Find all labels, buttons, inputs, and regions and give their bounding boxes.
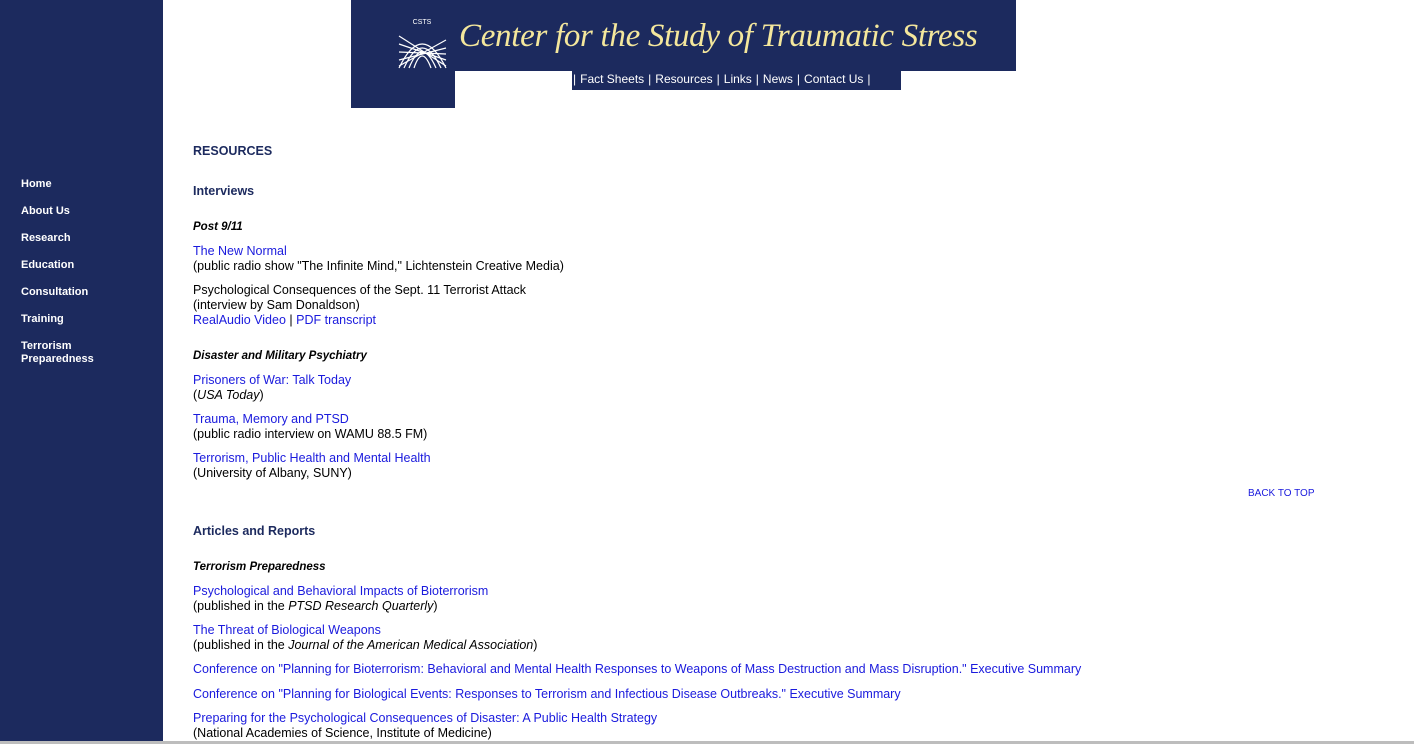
- logo-text: CSTS: [412, 19, 432, 26]
- trauma-entry: [193, 412, 427, 442]
- nav-separator: |: [796, 72, 801, 86]
- csts-logo-icon: [395, 16, 450, 70]
- site-title: Center for the Study of Traumatic Stress: [459, 18, 978, 54]
- bioterrorism-impacts-pre: (published in the: [193, 599, 289, 613]
- nav-separator: |: [755, 72, 759, 86]
- nav-news[interactable]: News: [762, 72, 793, 86]
- nav-separator: |: [648, 72, 652, 86]
- sidebar-item-home[interactable]: Home: [21, 178, 52, 190]
- disaster-military-heading: Disaster and Military Psychiatry: [193, 350, 367, 362]
- header-banner-tab: [351, 71, 455, 108]
- new-normal-desc: (public radio show "The Infinite Mind," Lichtenstein Creative Media): [193, 259, 564, 273]
- sidebar-item-education[interactable]: Education: [21, 259, 75, 271]
- terrorism-public-health-entry: [193, 451, 431, 481]
- terrorism-public-health-desc: (University of Albany, SUNY): [193, 466, 352, 480]
- link-separator: |: [289, 313, 293, 327]
- new-normal-link[interactable]: The New Normal: [193, 244, 287, 258]
- bioterrorism-impacts-post: ): [433, 599, 438, 613]
- nav-separator: |: [716, 72, 720, 86]
- conference-biological-events-entry: [193, 687, 901, 702]
- biological-weapons-pre: (published in the: [193, 638, 289, 652]
- preparing-disaster-link[interactable]: Preparing for the Psychological Consequences of Disaster: A Public Health Strategy: [193, 711, 658, 725]
- pdf-transcript-link[interactable]: PDF transcript: [296, 313, 377, 327]
- psych-consequences-desc: (interview by Sam Donaldson): [193, 298, 360, 312]
- articles-reports-heading: Articles and Reports: [193, 524, 316, 538]
- sidebar-item-research[interactable]: Research: [21, 232, 71, 244]
- conference-biological-events-link[interactable]: Conference on "Planning for Biological Events: Responses to Terrorism and Infectious Disease Outbreaks." Executive Summary: [193, 687, 901, 701]
- conference-bioterrorism-link[interactable]: Conference on "Planning for Bioterrorism: Behavioral and Mental Health Responses to Weapons of Mass Destruction and Mass Disruption." Executive Summary: [193, 662, 1082, 676]
- page-title: RESOURCES: [193, 144, 273, 158]
- psych-consequences-entry: [193, 283, 526, 328]
- biological-weapons-entry: [193, 623, 537, 653]
- nav-fact-sheets[interactable]: Fact Sheets: [580, 72, 645, 86]
- nav-contact-us[interactable]: Contact Us: [804, 72, 864, 86]
- interviews-heading: Interviews: [193, 184, 255, 198]
- pow-talk-today-link[interactable]: Prisoners of War: Talk Today: [193, 373, 352, 387]
- biological-weapons-source: Journal of the American Medical Association: [288, 638, 534, 652]
- pow-entry: [193, 373, 351, 403]
- sidebar-menu: [21, 178, 111, 380]
- conference-bioterrorism-entry: [193, 662, 1081, 677]
- preparing-disaster-desc: (National Academies of Science, Institute of Medicine): [193, 726, 492, 740]
- sidebar-item-terrorism-preparedness[interactable]: Terrorism Preparedness: [21, 340, 94, 365]
- psych-consequences-title: Psychological Consequences of the Sept. 11 Terrorist Attack: [193, 283, 527, 297]
- nav-links[interactable]: Links: [723, 72, 752, 86]
- sidebar-item-about-us[interactable]: About Us: [21, 205, 70, 217]
- realaudio-video-link[interactable]: RealAudio Video: [193, 313, 286, 327]
- pow-source: USA Today: [197, 388, 260, 402]
- post-911-heading: Post 9/11: [193, 221, 243, 233]
- sidebar-item-consultation[interactable]: Consultation: [21, 286, 89, 298]
- pow-paren-close: ): [259, 388, 264, 402]
- preparing-disaster-entry: [193, 711, 657, 741]
- nav-separator: |: [573, 72, 577, 86]
- terrorism-public-health-link[interactable]: Terrorism, Public Health and Mental Health: [193, 451, 431, 465]
- trauma-memory-ptsd-link[interactable]: Trauma, Memory and PTSD: [193, 412, 349, 426]
- new-normal-entry: [193, 244, 564, 274]
- bioterrorism-impacts-link[interactable]: Psychological and Behavioral Impacts of Bioterrorism: [193, 584, 489, 598]
- header-nav: [572, 71, 901, 90]
- biological-weapons-post: ): [533, 638, 538, 652]
- sidebar-item-training[interactable]: Training: [21, 313, 64, 325]
- bioterrorism-impacts-source: PTSD Research Quarterly: [288, 599, 434, 613]
- trauma-desc: (public radio interview on WAMU 88.5 FM): [193, 427, 428, 441]
- back-to-top-link[interactable]: BACK TO TOP: [1248, 488, 1315, 499]
- terrorism-preparedness-heading: Terrorism Preparedness: [193, 561, 326, 573]
- nav-separator: |: [867, 72, 871, 86]
- nav-resources[interactable]: Resources: [655, 72, 713, 86]
- bioterrorism-impacts-entry: [193, 584, 488, 614]
- biological-weapons-link[interactable]: The Threat of Biological Weapons: [193, 623, 381, 637]
- sidebar-nav: [0, 0, 163, 744]
- pow-paren-open: (: [193, 388, 198, 402]
